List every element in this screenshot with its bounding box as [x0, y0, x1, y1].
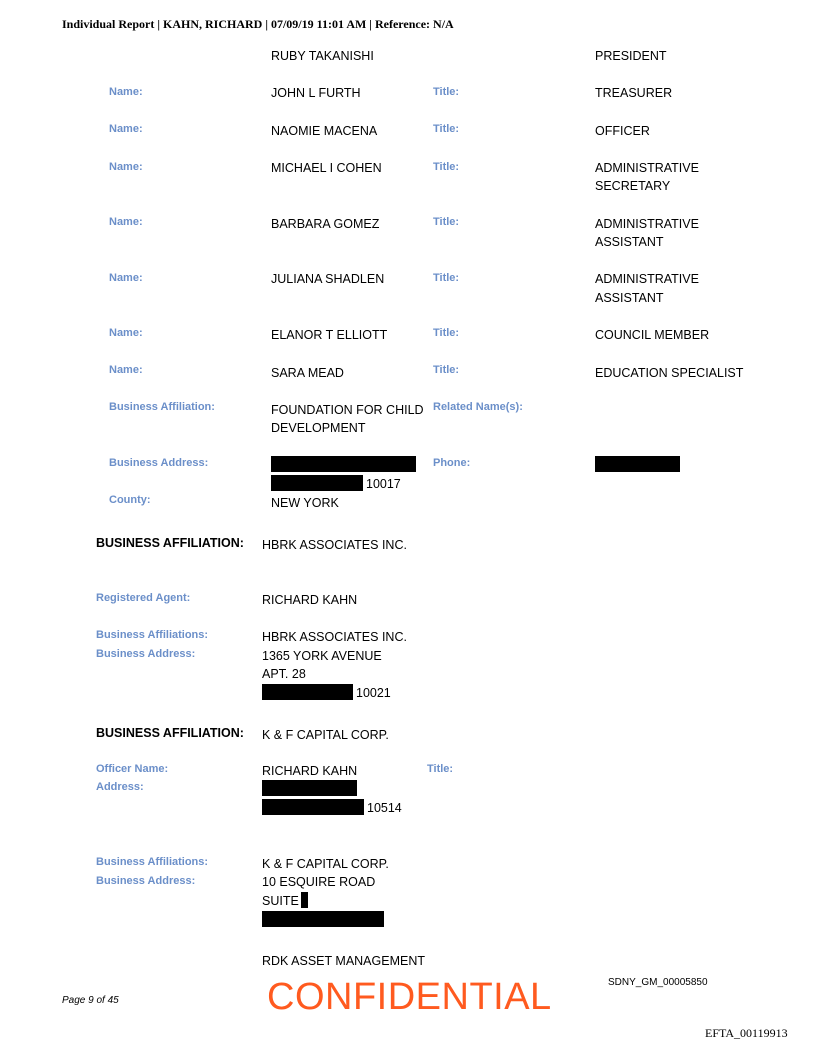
address-line2: APT. 28	[262, 667, 306, 681]
title-label: Title:	[433, 86, 460, 98]
address-zip: 10514	[367, 801, 402, 815]
report-header: Individual Report | KAHN, RICHARD | 07/09/19 11:01 AM | Reference: N/A	[62, 17, 454, 31]
name-label: Name:	[109, 123, 143, 135]
redaction-bar	[301, 892, 308, 908]
business-affiliations-label: Business Affiliations:	[96, 629, 209, 641]
person-title: TREASURER	[595, 86, 673, 100]
name-label: Name:	[109, 216, 143, 228]
phone-label: Phone:	[433, 457, 471, 469]
person-title-line1: ADMINISTRATIVE	[595, 217, 699, 231]
officer-name-label: Officer Name:	[96, 763, 169, 775]
business-address-label: Business Address:	[96, 648, 196, 660]
name-label: Name:	[109, 327, 143, 339]
redaction-bar	[262, 911, 384, 927]
person-title-line2: ASSISTANT	[595, 291, 664, 305]
bates-number: SDNY_GM_00005850	[608, 977, 708, 988]
section-heading: BUSINESS AFFILIATION:	[96, 536, 244, 550]
title-label: Title:	[433, 161, 460, 173]
address-label: Address:	[96, 781, 144, 793]
efta-number: EFTA_00119913	[705, 1026, 788, 1040]
title-label: Title:	[433, 364, 460, 376]
section-heading-value: K & F CAPITAL CORP.	[262, 728, 389, 742]
section-heading-value: HBRK ASSOCIATES INC.	[262, 538, 407, 552]
name-label: Name:	[109, 86, 143, 98]
person-title-line2: SECRETARY	[595, 179, 671, 193]
redaction-bar	[271, 475, 363, 491]
title-label: Title:	[427, 763, 454, 775]
person-name: NAOMIE MACENA	[271, 124, 378, 138]
page-number: Page 9 of 45	[62, 995, 119, 1006]
name-label: Name:	[109, 272, 143, 284]
redaction-bar	[262, 684, 353, 700]
business-address-label: Business Address:	[109, 457, 209, 469]
section-heading: BUSINESS AFFILIATION:	[96, 726, 244, 740]
address-zip: 10021	[356, 686, 391, 700]
person-title-line2: ASSISTANT	[595, 235, 664, 249]
person-title-line1: ADMINISTRATIVE	[595, 161, 699, 175]
business-affiliations-value: K & F CAPITAL CORP.	[262, 857, 389, 871]
name-label: Name:	[109, 161, 143, 173]
address-line1: 10 ESQUIRE ROAD	[262, 875, 376, 889]
county-label: County:	[109, 494, 151, 506]
business-affiliation-label: Business Affiliation:	[109, 401, 215, 413]
redaction-bar	[262, 780, 357, 796]
redaction-bar	[262, 799, 364, 815]
person-name: RUBY TAKANISHI	[271, 49, 374, 63]
title-label: Title:	[433, 272, 460, 284]
person-title: OFFICER	[595, 124, 650, 138]
redaction-bar	[271, 456, 416, 472]
affiliation-line2: DEVELOPMENT	[271, 421, 366, 435]
person-name: SARA MEAD	[271, 366, 344, 380]
redaction-bar	[595, 456, 680, 472]
address-line2: SUITE	[262, 894, 299, 908]
registered-agent-label: Registered Agent:	[96, 592, 191, 604]
business-affiliations-value: HBRK ASSOCIATES INC.	[262, 630, 407, 644]
county-value: NEW YORK	[271, 496, 339, 510]
person-title: COUNCIL MEMBER	[595, 328, 710, 342]
address-line1: 1365 YORK AVENUE	[262, 649, 382, 663]
address-zip: 10017	[366, 477, 401, 491]
related-names-label: Related Name(s):	[433, 401, 523, 413]
person-name: JULIANA SHADLEN	[271, 272, 385, 286]
title-label: Title:	[433, 216, 460, 228]
person-name: JOHN L FURTH	[271, 86, 361, 100]
name-label: Name:	[109, 364, 143, 376]
title-label: Title:	[433, 123, 460, 135]
officer-name-value: RICHARD KAHN	[262, 764, 358, 778]
person-name: MICHAEL I COHEN	[271, 161, 382, 175]
title-label: Title:	[433, 327, 460, 339]
business-affiliations-label: Business Affiliations:	[96, 856, 209, 868]
rdk-name: RDK ASSET MANAGEMENT	[262, 954, 425, 968]
person-title: EDUCATION SPECIALIST	[595, 366, 744, 380]
registered-agent-value: RICHARD KAHN	[262, 593, 358, 607]
business-address-label: Business Address:	[96, 875, 196, 887]
person-name: BARBARA GOMEZ	[271, 217, 380, 231]
person-title-line1: ADMINISTRATIVE	[595, 272, 699, 286]
confidential-stamp: CONFIDENTIAL	[267, 976, 552, 1018]
person-name: ELANOR T ELLIOTT	[271, 328, 388, 342]
affiliation-line1: FOUNDATION FOR CHILD	[271, 403, 424, 417]
person-title: PRESIDENT	[595, 49, 667, 63]
